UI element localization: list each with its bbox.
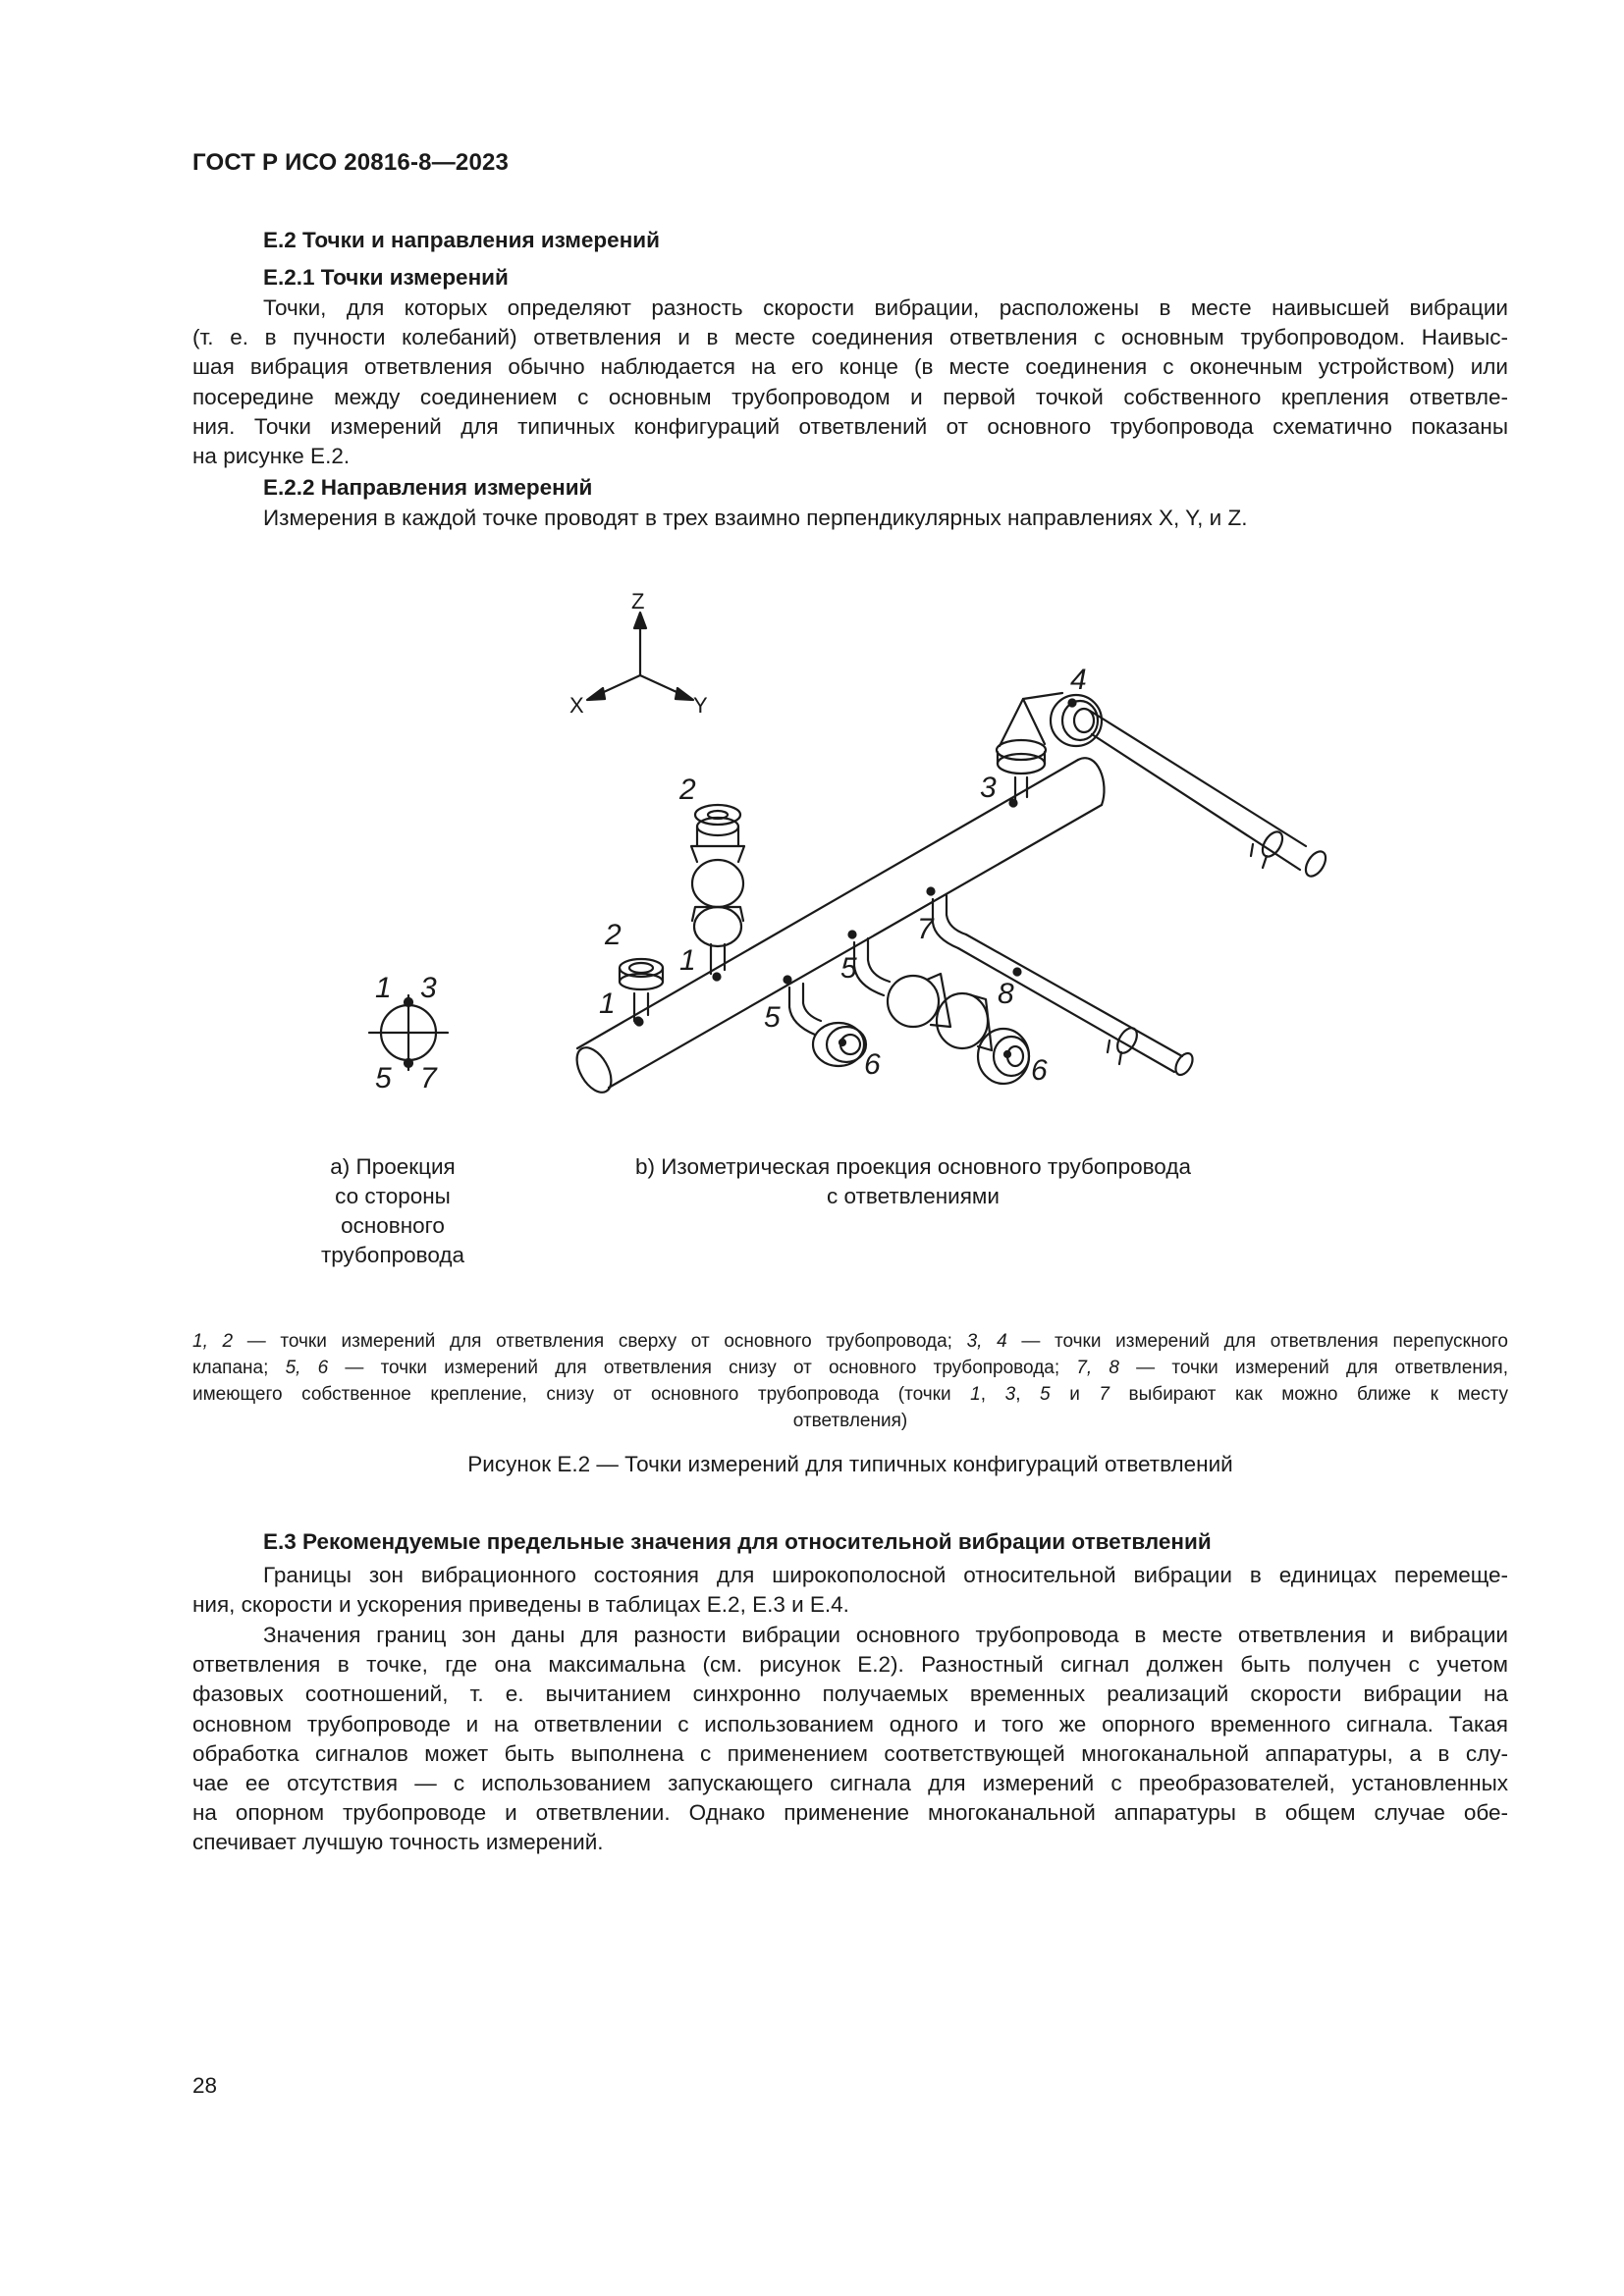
iso-label-6: 6 [864, 1048, 881, 1081]
text-line: ответвления в точке, где она максимальна (см. рисунок Е.2). Разностный сигнал должен быть получен с учетом [192, 1652, 1508, 1678]
page-number: 28 [192, 2073, 218, 2098]
legend-line: ответвления) [792, 1411, 908, 1431]
iso-label-2: 2 [605, 919, 622, 951]
text-line: чае ее отсутствия — с использованием запускающего сигнала для измерений с преобразователей, установленных [192, 1771, 1508, 1796]
iso-label-1: 1 [679, 944, 696, 977]
branch-bottom-small [785, 977, 867, 1067]
axis-x-label: X [569, 693, 584, 718]
text-line: на опорном трубопроводе и ответвлении. Однако применение многоканальной аппаратуры в общем случае обе- [192, 1800, 1508, 1826]
caption-b [579, 1152, 1247, 1211]
section-e2-title: Е.2 Точки и направления измерений [263, 228, 660, 252]
caption-a [295, 1152, 491, 1270]
text-line: ния, скорости и ускорения приведены в таблицах Е.2, Е.3 и Е.4. [192, 1592, 849, 1618]
axes-triad [587, 613, 693, 700]
caption-line: основного [341, 1213, 445, 1238]
legend-line: 1, 2 — точки измерений для ответвления сверху от основного трубопровода; 3, 4 — точки измерений для ответвления перепускного [192, 1331, 1508, 1352]
proj-label-1: 1 [375, 972, 392, 1004]
branch-relief-valve [997, 693, 1329, 880]
section-e2-2-text: Измерения в каждой точке проводят в трех взаимно перпендикулярных направлениях X, Y, и Z. [263, 506, 1248, 530]
caption-line: с ответвлениями [827, 1184, 1000, 1208]
iso-label-4: 4 [1070, 664, 1087, 696]
iso-label-3: 3 [980, 772, 997, 804]
axis-y-label: Y [693, 693, 708, 718]
section-e3-paragraph-2 [192, 1621, 1508, 1858]
figure-title: Рисунок Е.2 — Точки измерений для типичных конфигураций ответвлений [467, 1452, 1233, 1476]
text-line: спечивает лучшую точность измерений. [192, 1830, 604, 1855]
figure-legend [192, 1328, 1508, 1434]
text-line: Границы зон вибрационного состояния для широкополосной относительной вибрации в единицах перемеще- [263, 1563, 1508, 1587]
proj-label-5: 5 [375, 1062, 392, 1095]
text-line: Значения границ зон даны для разности вибрации основного трубопровода в месте ответвления и вибрации [263, 1623, 1508, 1647]
text-line: основном трубопроводе и на ответвлении с использованием одного и того же опорного временного сигнала. Такая [192, 1711, 1508, 1736]
section-e3-title: Е.3 Рекомендуемые предельные значения для относительной вибрации ответвлений [263, 1529, 1212, 1554]
proj-label-7: 7 [420, 1062, 437, 1095]
iso-label-2: 2 [679, 774, 696, 806]
caption-line: со стороны [335, 1184, 451, 1208]
iso-label-6: 6 [1031, 1054, 1048, 1087]
branch-top-small [620, 959, 663, 1026]
axis-z-label: Z [631, 589, 645, 614]
caption-line: b) Изометрическая проекция основного трубопровода [635, 1154, 1191, 1179]
text-line: посередине между соединением с основным трубопроводом и первой точкой собственного крепления ответвле- [192, 384, 1508, 409]
iso-label-8: 8 [998, 978, 1014, 1010]
document-header: ГОСТ Р ИСО 20816-8—2023 [192, 149, 510, 176]
legend-line: имеющего собственное крепление, снизу от основного трубопровода (точки 1, 3, 5 и 7 выбирают как можно ближе к месту [192, 1384, 1509, 1405]
text-line: ния. Точки измерений для типичных конфигураций ответвлений от основного трубопровода схематично показаны [192, 413, 1508, 439]
text-line: (т. е. в пучности колебаний) ответвления и в месте соединения ответвления с основным трубопроводом. Наивыс- [192, 325, 1508, 350]
iso-label-1: 1 [599, 988, 616, 1020]
pipe-cross-section [369, 995, 448, 1070]
branch-supported [928, 888, 1197, 1078]
section-e3-paragraph-1 [192, 1561, 1508, 1620]
point-marker [635, 1018, 642, 1025]
main-pipe [569, 758, 1104, 1097]
text-line: фазовых соотношений, т. е. вычитанием синхронно получаемых временных реализаций скорости вибрации на [192, 1682, 1508, 1707]
text-line: на рисунке Е.2. [192, 444, 351, 469]
text-line: обработка сигналов может быть выполнена с применением соответствующей многоканальной аппаратуры, а в слу- [192, 1740, 1508, 1766]
section-e2-1-title: Е.2.1 Точки измерений [263, 265, 509, 290]
iso-label-5: 5 [840, 952, 857, 985]
iso-label-7: 7 [917, 913, 934, 945]
branch-top-tall [691, 805, 744, 981]
text-line: шая вибрация ответвления обычно наблюдается на его конце (в месте соединения с оконечным устройством) или [192, 354, 1508, 380]
iso-label-5: 5 [764, 1001, 781, 1034]
caption-line: а) Проекция [330, 1154, 456, 1179]
legend-line: клапана; 5, 6 — точки измерений для ответвления снизу от основного трубопровода; 7, 8 — точки измерений для ответвления, [192, 1358, 1508, 1378]
proj-label-3: 3 [420, 972, 437, 1004]
caption-line: трубопровода [320, 1243, 465, 1267]
section-e2-2-title: Е.2.2 Направления измерений [263, 475, 593, 500]
text-line: Точки, для которых определяют разность скорости вибрации, расположены в месте наивысшей вибрации [263, 295, 1508, 320]
